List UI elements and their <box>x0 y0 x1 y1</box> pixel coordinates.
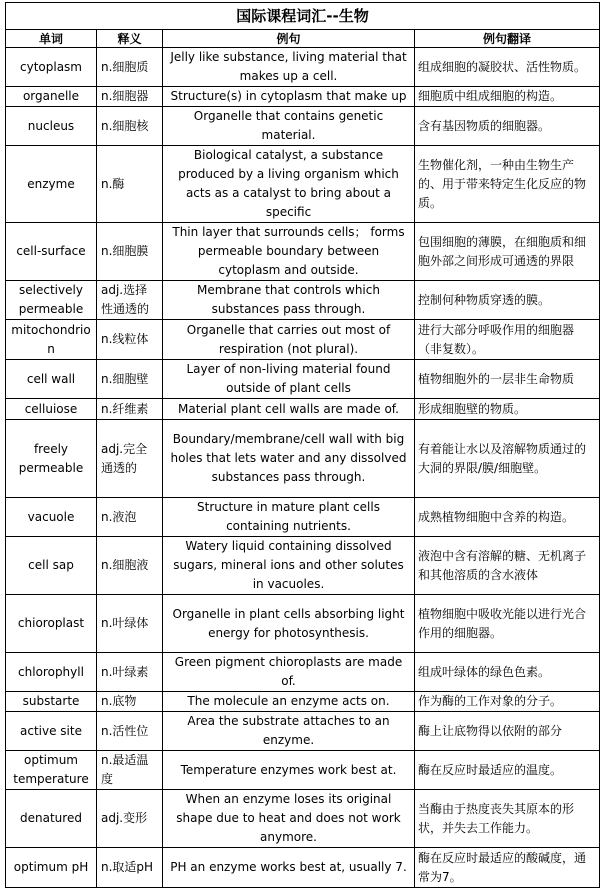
table-row <box>6 712 600 751</box>
table-row <box>6 48 600 87</box>
cell-example: Layer of non-living material found outside of plant cells <box>163 360 415 399</box>
cell-example: When an enzyme loses its original shape due to heat and does not work anymore. <box>163 790 415 848</box>
cell-example: Structure(s) in cytoplasm that make up <box>163 87 415 107</box>
cell-word: chioroplast <box>6 595 97 653</box>
cell-example: Green pigment chioroplasts are made of. <box>163 653 415 692</box>
cell-word: mitochondrion <box>6 320 97 360</box>
cell-meaning: adj.选择性通透的 <box>97 281 163 320</box>
cell-translation: 当酶由于热度丧失其原本的形状，并失去工作能力。 <box>415 790 600 848</box>
cell-translation: 成熟植物细胞中含养的构造。 <box>415 498 600 537</box>
table-row <box>6 537 600 595</box>
table-row <box>6 87 600 107</box>
cell-meaning: n.细胞壁 <box>97 360 163 399</box>
cell-meaning: n.细胞膜 <box>97 223 163 281</box>
cell-example: Structure in mature plant cells containing nutrients. <box>163 498 415 537</box>
cell-translation: 组成细胞的凝胶状、活性物质。 <box>415 48 600 87</box>
vocabulary-sheet <box>5 2 599 888</box>
cell-meaning: n.细胞器 <box>97 87 163 107</box>
cell-example: Thin layer that surrounds cells； forms permeable boundary between cytoplasm and outside. <box>163 223 415 281</box>
cell-meaning: n.纤维素 <box>97 399 163 420</box>
cell-word: organelle <box>6 87 97 107</box>
cell-translation: 酶在反应时最适应的酸碱度，通常为7。 <box>415 848 600 888</box>
cell-translation: 酶在反应时最适应的温度。 <box>415 751 600 790</box>
header-meaning: 释义 <box>97 30 163 48</box>
cell-meaning: n.叶绿体 <box>97 595 163 653</box>
cell-word: selectively permeable <box>6 281 97 320</box>
cell-example: Biological catalyst, a substance produced by a living organism which acts as a catalyst to bring about a specific <box>163 146 415 223</box>
cell-example: Area the substrate attaches to an enzyme. <box>163 712 415 751</box>
cell-example: Material plant cell walls are made of. <box>163 399 415 420</box>
header-example: 例句 <box>163 30 415 48</box>
table-title: 国际课程词汇--生物 <box>6 3 600 30</box>
cell-word: chlorophyll <box>6 653 97 692</box>
cell-example: Organelle in plant cells absorbing light energy for photosynthesis. <box>163 595 415 653</box>
table-row <box>6 692 600 712</box>
cell-translation: 包围细胞的薄膜，在细胞质和细胞外部之间形成可通透的界限 <box>415 223 600 281</box>
cell-word: cytoplasm <box>6 48 97 87</box>
cell-meaning: n.最适温度 <box>97 751 163 790</box>
cell-meaning: n.取适pH <box>97 848 163 888</box>
cell-translation: 生物催化剂，一种由生物生产的、用于带来特定生化反应的物质。 <box>415 146 600 223</box>
table-row <box>6 223 600 281</box>
cell-meaning: n.细胞质 <box>97 48 163 87</box>
cell-translation: 进行大部分呼吸作用的细胞器（非复数）。 <box>415 320 600 360</box>
cell-translation: 形成细胞壁的物质。 <box>415 399 600 420</box>
table-row <box>6 281 600 320</box>
table-row <box>6 360 600 399</box>
cell-meaning: n.底物 <box>97 692 163 712</box>
cell-word: cell-surface <box>6 223 97 281</box>
cell-example: Watery liquid containing dissolved sugars, mineral ions and other solutes in vacuoles. <box>163 537 415 595</box>
cell-translation: 控制何种物质穿透的膜。 <box>415 281 600 320</box>
cell-translation: 含有基因物质的细胞器。 <box>415 107 600 146</box>
table-row <box>6 320 600 360</box>
cell-word: freely permeable <box>6 420 97 498</box>
cell-translation: 细胞质中组成细胞的构造。 <box>415 87 600 107</box>
table-row <box>6 399 600 420</box>
cell-word: active site <box>6 712 97 751</box>
cell-meaning: n.叶绿素 <box>97 653 163 692</box>
cell-translation: 作为酶的工作对象的分子。 <box>415 692 600 712</box>
cell-meaning: n.细胞核 <box>97 107 163 146</box>
cell-translation: 植物细胞外的一层非生命物质 <box>415 360 600 399</box>
table-row <box>6 420 600 498</box>
table-row <box>6 107 600 146</box>
table-row <box>6 653 600 692</box>
cell-example: Boundary/membrane/cell wall with big holes that lets water and any dissolved substances pass through. <box>163 420 415 498</box>
cell-meaning: adj.完全通透的 <box>97 420 163 498</box>
table-row <box>6 146 600 223</box>
cell-word: cell sap <box>6 537 97 595</box>
cell-translation: 酶上让底物得以依附的部分 <box>415 712 600 751</box>
cell-translation: 有着能让水以及溶解物质通过的大洞的界限/膜/细胞壁。 <box>415 420 600 498</box>
cell-word: vacuole <box>6 498 97 537</box>
table-row <box>6 751 600 790</box>
title-row <box>6 3 600 30</box>
cell-word: celluiose <box>6 399 97 420</box>
cell-example: Membrane that controls which substances pass through. <box>163 281 415 320</box>
table-row <box>6 790 600 848</box>
cell-translation: 植物细胞中吸收光能以进行光合作用的细胞器。 <box>415 595 600 653</box>
cell-meaning: n.线粒体 <box>97 320 163 360</box>
table-row <box>6 498 600 537</box>
cell-example: Temperature enzymes work best at. <box>163 751 415 790</box>
cell-translation: 液泡中含有溶解的糖、无机离子和其他溶质的含水液体 <box>415 537 600 595</box>
cell-example: The molecule an enzyme acts on. <box>163 692 415 712</box>
table-row <box>6 848 600 888</box>
vocabulary-table <box>5 2 600 888</box>
cell-example: Organelle that carries out most of respiration (not plural). <box>163 320 415 360</box>
cell-word: optimum pH <box>6 848 97 888</box>
cell-word: enzyme <box>6 146 97 223</box>
cell-meaning: adj.变形 <box>97 790 163 848</box>
cell-meaning: n.细胞液 <box>97 537 163 595</box>
cell-meaning: n.活性位 <box>97 712 163 751</box>
cell-meaning: n.酶 <box>97 146 163 223</box>
cell-translation: 组成叶绿体的绿色色素。 <box>415 653 600 692</box>
cell-word: optimum temperature <box>6 751 97 790</box>
header-row <box>6 30 600 48</box>
header-translation: 例句翻译 <box>415 30 600 48</box>
cell-word: cell wall <box>6 360 97 399</box>
cell-meaning: n.液泡 <box>97 498 163 537</box>
table-row <box>6 595 600 653</box>
cell-word: nucleus <box>6 107 97 146</box>
header-word: 单词 <box>6 30 97 48</box>
cell-word: substarte <box>6 692 97 712</box>
cell-example: Organelle that contains genetic material. <box>163 107 415 146</box>
cell-example: PH an enzyme works best at, usually 7. <box>163 848 415 888</box>
cell-example: Jelly like substance, living material that makes up a cell. <box>163 48 415 87</box>
cell-word: denatured <box>6 790 97 848</box>
